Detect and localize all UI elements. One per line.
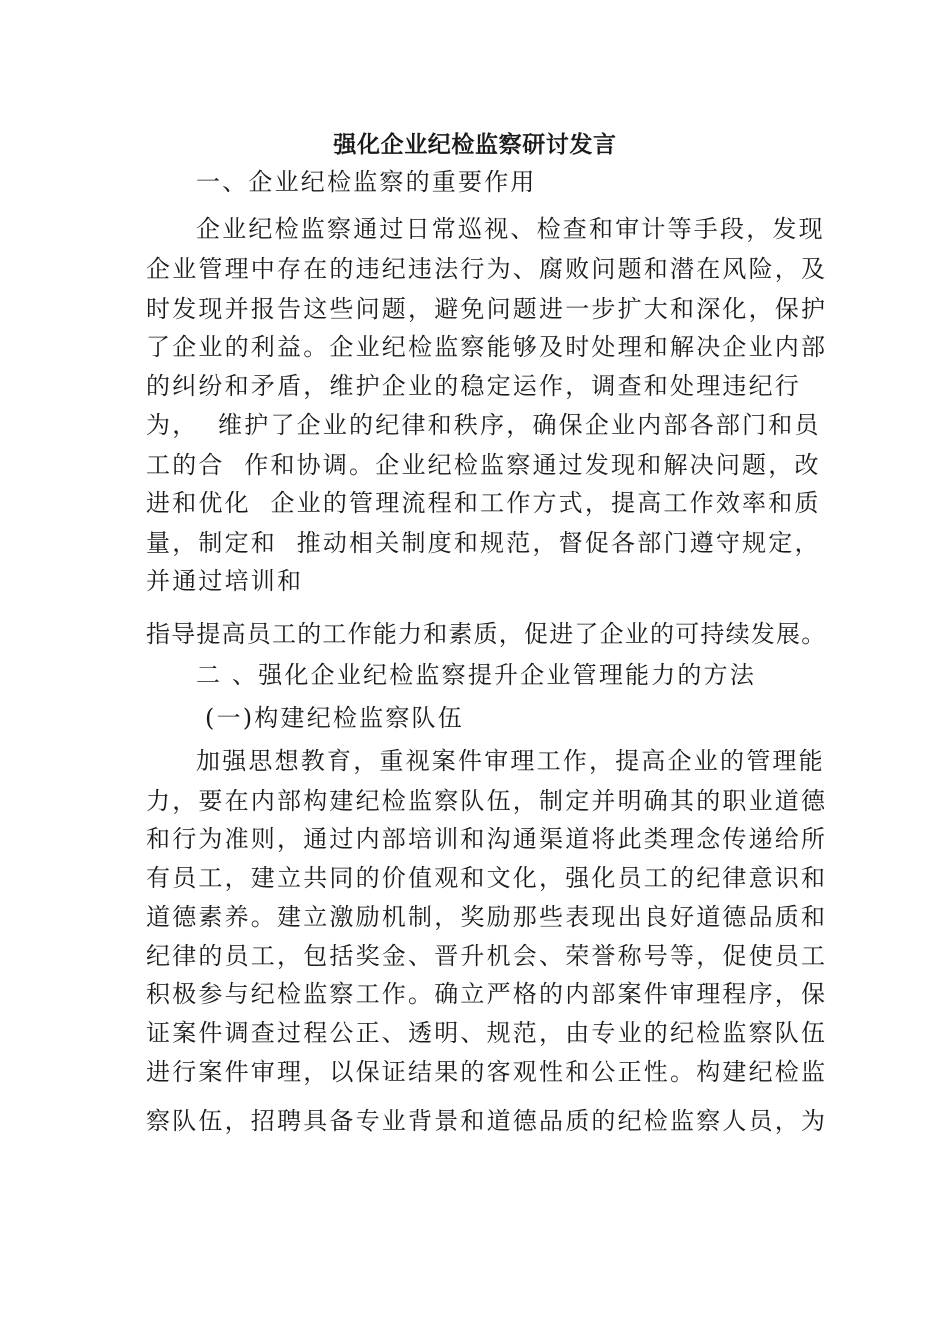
section-heading: 二 、强化企业纪检监察提升企业管理能力的方法 bbox=[196, 661, 757, 689]
subsection-heading: (一)构建纪检监察队伍 bbox=[205, 704, 464, 732]
paragraph-line: 和行为准则，通过内部培训和沟通渠道将此类理念传递给所 bbox=[146, 825, 828, 853]
paragraph-line: 了企业的利益。企业纪检监察能够及时处理和解决企业内部 bbox=[146, 333, 828, 361]
document-title: 强化企业纪检监察研讨发言 bbox=[333, 131, 617, 158]
paragraph-line: 时发现并报告这些问题，避免问题进一步扩大和深化，保护 bbox=[146, 295, 828, 323]
paragraph-line: 纪律的员工，包括奖金、晋升机会、荣誉称号等，促使员工 bbox=[146, 942, 828, 970]
paragraph-line: 并通过培训和 bbox=[146, 567, 304, 595]
paragraph-line: 力，要在内部构建纪检监察队伍，制定并明确其的职业道德 bbox=[146, 787, 828, 815]
paragraph-line: 的纠纷和矛盾，维护企业的稳定运作，调查和处理违纪行 bbox=[146, 372, 801, 400]
paragraph-line: 加强思想教育，重视案件审理工作，提高企业的管理能 bbox=[196, 747, 825, 775]
paragraph-line: 企业管理中存在的违纪违法行为、腐败问题和潜在风险，及 bbox=[146, 255, 828, 283]
paragraph-line: 量，制定和 推动相关制度和规范，督促各部门遵守规定， bbox=[146, 529, 821, 557]
paragraph-line: 进和优化 企业的管理流程和工作方式，提高工作效率和质 bbox=[146, 489, 821, 517]
paragraph-line: 察队伍，招聘具备专业背景和道德品质的纪检监察人员，为 bbox=[146, 1107, 828, 1135]
section-heading: 一、企业纪检监察的重要作用 bbox=[196, 168, 537, 196]
paragraph-line: 积极参与纪检监察工作。确立严格的内部案件审理程序，保 bbox=[146, 980, 828, 1008]
paragraph-line: 证案件调查过程公正、透明、规范，由专业的纪检监察队伍 bbox=[146, 1019, 828, 1047]
paragraph-line: 工的合 作和协调。企业纪检监察通过发现和解决问题，改 bbox=[146, 451, 821, 479]
paragraph-line: 企业纪检监察通过日常巡视、检查和审计等手段，发现 bbox=[196, 215, 825, 243]
paragraph-line: 道德素养。建立激励机制，奖励那些表现出良好道德品质和 bbox=[146, 903, 828, 931]
paragraph-line: 进行案件审理，以保证结果的客观性和公正性。构建纪检监 bbox=[146, 1058, 828, 1086]
paragraph-line: 有员工，建立共同的价值观和文化，强化员工的纪律意识和 bbox=[146, 864, 828, 892]
paragraph-line: 为， 维护了企业的纪律和秩序，确保企业内部各部门和员 bbox=[146, 411, 821, 439]
paragraph-line: 指导提高员工的工作能力和素质，促进了企业的可持续发展。 bbox=[146, 620, 827, 648]
